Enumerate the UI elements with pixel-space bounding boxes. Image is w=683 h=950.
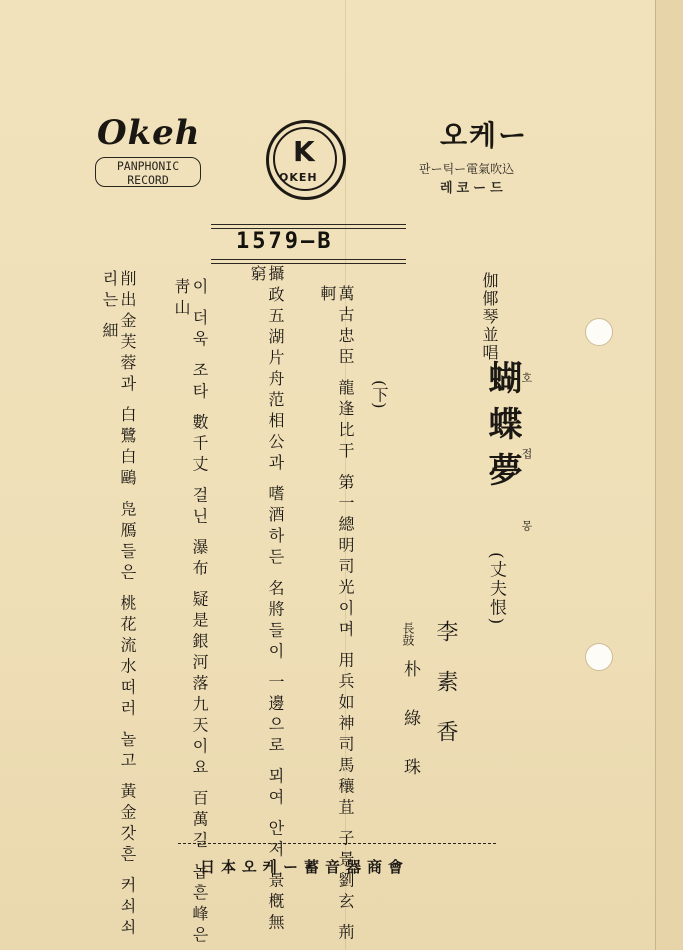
okeh-logo: Okeh [97,113,201,153]
panphonic-line2: RECORD [127,173,169,187]
lyric-line-1: 萬古忠臣 龍逢比干 第一總明司光이며 用兵如神司馬穰苴 子景劉玄 荊軻 [318,285,355,945]
title-reading-2: 접 [520,448,533,459]
brand-subtitle-2: 레코ー드 [440,181,507,196]
song-subtitle: (丈夫恨) [486,552,506,627]
binder-hole-bottom [585,643,613,671]
title-reading-3: 몽 [520,520,533,531]
footer-divider [178,843,496,844]
lyric-line-4: 削出金芙蓉과 白鷺白鷗 凫鴈들은 桃花流水떠러 놀고 黃金갓흔 커쇠쇠리는 細 [100,270,137,940]
lyric-line-3: 이 더욱 조타 數千丈 걸닌 瀑布 疑是銀河落九天이요 百萬길 놉흔峰은 靑山 [172,278,209,947]
publisher-footer: 日本오케ー蓄音器商會 [200,858,409,876]
panphonic-badge [95,157,201,187]
lyric-line-2: 攝政五湖片舟范相公과 嗜酒하든 名將들이 一邊으로 뫼여 안저 景槪無窮 [248,265,285,935]
catalog-number: 1579—B [236,229,334,254]
performer-1: 李素香 [433,620,458,770]
emblem-text: OKEH [279,171,318,184]
title-reading-1: 호 [520,372,533,383]
brand-subtitle-1: 판ー틱ー電氣吹込 [419,162,515,176]
performer-2: 朴綠珠 [400,660,420,807]
panphonic-line1: PANPHONIC [116,159,180,173]
emblem-letter: K [293,135,315,168]
binder-hole-top [585,318,613,346]
song-title: 蝴蝶夢 [482,360,522,498]
okeh-emblem-icon [266,120,346,200]
part-label: (下) [370,380,389,409]
next-sheet-edge [655,0,683,950]
accompaniment-label: 伽倻琴並唱 [480,272,499,362]
performer-2-prefix: 長鼓 [401,622,415,646]
brand-korean: 오케ー [440,119,529,152]
